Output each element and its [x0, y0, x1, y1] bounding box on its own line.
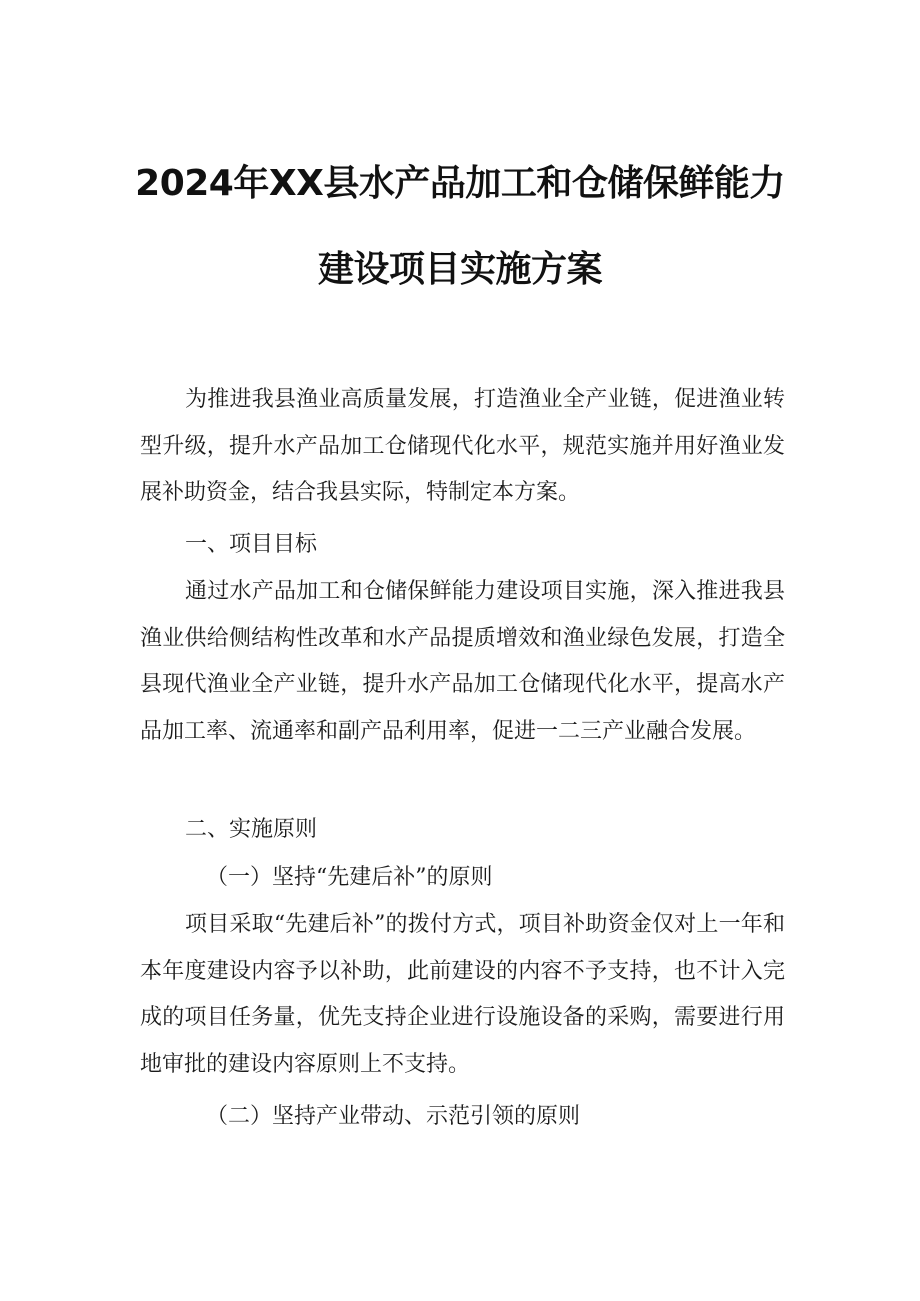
- document-title-line-2: 建设项目实施方案: [317, 249, 602, 290]
- subsection-1-heading: （一）坚持“先建后补”的原则: [206, 865, 493, 890]
- section-2-heading: 二、实施原则: [185, 817, 318, 842]
- section-1-paragraph: 通过水产品加工和仓储保鲜能力建设项目实施，深入推进我县渔业供给侧结构性改革和水产品提质增效和渔业绿色发展，打造全县现代渔业全产业链，提升水产品加工仓储现代化水平，提高水产品加工率、流通率和副产品利用率，促进一二三产业融合发展。: [140, 579, 785, 744]
- section-1-heading: 一、项目目标: [185, 532, 318, 557]
- document-title-line-1: 2024年XX县水产品加工和仓储保鲜能力: [135, 163, 785, 204]
- subsection-1-paragraph: 项目采取“先建后补”的拨付方式，项目补助资金仅对上一年和本年度建设内容予以补助，此前建设的内容不予支持，也不计入完成的项目任务量，优先支持企业进行设施设备的采购，需要进行用地审批的建设内容原则上不支持。: [140, 912, 785, 1077]
- subsection-2-heading: （二）坚持产业带动、示范引领的原则: [206, 1104, 581, 1129]
- intro-paragraph: 为推进我县渔业高质量发展，打造渔业全产业链，促进渔业转型升级，提升水产品加工仓储现代化水平，规范实施并用好渔业发展补助资金，结合我县实际，特制定本方案。: [140, 387, 785, 505]
